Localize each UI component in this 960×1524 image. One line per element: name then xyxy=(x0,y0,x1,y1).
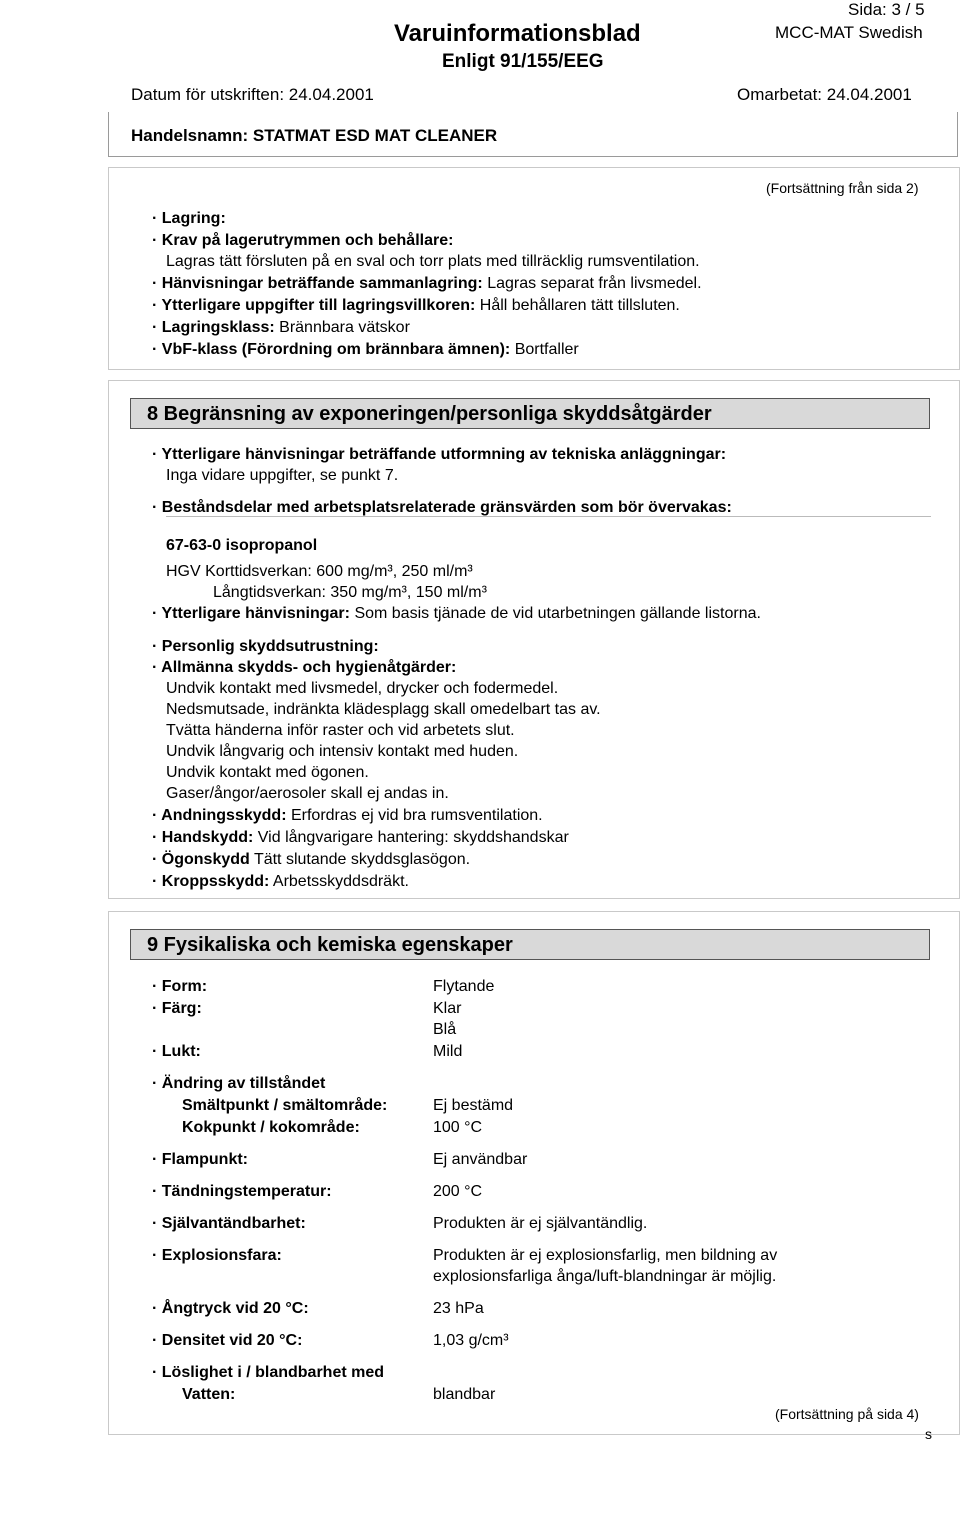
vbf-class-value: Bortfaller xyxy=(514,341,579,358)
document-subtitle: Enligt 91/155/EEG xyxy=(442,51,604,72)
ignition-temp-value: 200 °C xyxy=(433,1183,483,1200)
odor-label: · Lukt: xyxy=(152,1043,201,1060)
storage-requirements-text: Lagras tätt försluten på en sval och torr plats med tillräcklig rumsventilation. xyxy=(166,253,700,270)
storage-class-label: · Lagringsklass: xyxy=(152,319,275,336)
flash-point-value: Ej användbar xyxy=(433,1151,528,1168)
hygiene-line: Undvik kontakt med livsmedel, drycker och fodermedel. xyxy=(166,680,559,697)
density-value: 1,03 g/cm³ xyxy=(433,1332,509,1349)
co-storage-label: · Hänvisningar beträffande sammanlagring: xyxy=(152,275,483,292)
document-title: Varuinformationsblad xyxy=(394,20,641,47)
self-ignition-label: · Självantändbarhet: xyxy=(152,1215,306,1232)
explosion-value: explosionsfarliga ånga/luft-blandningar är möjlig. xyxy=(433,1268,777,1285)
melting-point-label: Smältpunkt / smältområde: xyxy=(182,1097,388,1114)
section-9-title: 9 Fysikaliska och kemiska egenskaper xyxy=(130,929,930,960)
header-divider-right xyxy=(957,112,958,156)
section-9-box xyxy=(108,911,960,1435)
print-date: Datum för utskriften: 24.04.2001 xyxy=(131,85,374,104)
hand-protection-row xyxy=(152,827,569,848)
exposure-limits-divider xyxy=(166,516,931,517)
flash-point-label: · Flampunkt: xyxy=(152,1151,248,1168)
eye-protection-label: · Ögonskydd xyxy=(152,851,250,868)
hygiene-line: Nedsmutsade, indränkta klädesplagg skall omedelbart tas av. xyxy=(166,701,601,718)
continued-from: (Fortsättning från sida 2) xyxy=(766,180,919,196)
additional-notes-label: · Ytterligare hänvisningar: xyxy=(152,605,350,622)
density-label: · Densitet vid 20 °C: xyxy=(152,1332,303,1349)
vapor-pressure-value: 23 hPa xyxy=(433,1300,484,1317)
co-storage-row xyxy=(152,273,702,294)
melting-point-value: Ej bestämd xyxy=(433,1097,514,1114)
section-8-title: 8 Begränsning av exponeringen/personliga skyddsåtgärder xyxy=(130,398,930,429)
product-code: MCC-MAT Swedish xyxy=(775,23,923,42)
storage-conditions-value: Håll behållaren tätt tillsluten. xyxy=(479,297,680,314)
body-protection-value: Arbetsskyddsdräkt. xyxy=(272,873,409,890)
continued-on: (Fortsättning på sida 4) xyxy=(775,1406,919,1422)
co-storage-value: Lagras separat från livsmedel. xyxy=(487,275,702,292)
respiratory-value: Erfordras ej vid bra rumsventilation. xyxy=(290,807,543,824)
vbf-class-row xyxy=(152,339,579,360)
hygiene-line: Gaser/ångor/aerosoler skall ej andas in. xyxy=(166,785,449,802)
hand-protection-label: · Handskydd: xyxy=(152,829,254,846)
state-change-heading: · Ändring av tillståndet xyxy=(152,1075,326,1092)
explosion-value: Produkten är ej explosionsfarlig, men bildning av xyxy=(433,1247,778,1264)
ignition-temp-label: · Tändningstemperatur: xyxy=(152,1183,332,1200)
hgv-short-term: HGV Korttidsverkan: 600 mg/m³, 250 ml/m³ xyxy=(166,563,473,580)
respiratory-label: · Andningsskydd: xyxy=(152,807,287,824)
color-value: Klar xyxy=(433,1000,462,1017)
storage-class-value: Brännbara vätskor xyxy=(279,319,410,336)
vapor-pressure-label: · Ångtryck vid 20 °C: xyxy=(152,1300,309,1317)
storage-requirements-label: · Krav på lagerutrymmen och behållare: xyxy=(152,232,454,249)
hygiene-line: Undvik kontakt med ögonen. xyxy=(166,764,369,781)
additional-notes-row xyxy=(152,603,761,624)
eye-protection-value: Tätt slutande skyddsglasögon. xyxy=(253,851,471,868)
explosion-label: · Explosionsfara: xyxy=(152,1247,282,1264)
solubility-heading: · Löslighet i / blandbarhet med xyxy=(152,1364,385,1381)
boiling-point-value: 100 °C xyxy=(433,1119,483,1136)
water-label: Vatten: xyxy=(182,1386,236,1403)
technical-facilities-text: Inga vidare uppgifter, se punkt 7. xyxy=(166,467,399,484)
eye-protection-row xyxy=(152,849,470,870)
body-protection-label: · Kroppsskydd: xyxy=(152,873,270,890)
hygiene-line: Undvik långvarig och intensiv kontakt med huden. xyxy=(166,743,519,760)
boiling-point-label: Kokpunkt / kokområde: xyxy=(182,1119,360,1136)
vbf-class-label: · VbF-klass (Förordning om brännbara ämnen): xyxy=(152,341,511,358)
self-ignition-value: Produkten är ej självantändlig. xyxy=(433,1215,648,1232)
storage-conditions-row xyxy=(152,295,680,316)
header-divider xyxy=(108,156,958,157)
technical-facilities-label: · Ytterligare hänvisningar beträffande utformning av tekniska anläggningar: xyxy=(152,446,727,463)
respiratory-row xyxy=(152,805,543,826)
footer-mark: s xyxy=(925,1426,932,1442)
storage-class-row xyxy=(152,317,410,338)
header-divider-left xyxy=(108,112,109,156)
odor-value: Mild xyxy=(433,1043,463,1060)
body-protection-row xyxy=(152,871,409,892)
additional-notes-value: Som basis tjänade de vid utarbetningen gällande listorna. xyxy=(354,605,761,622)
storage-heading: · Lagring: xyxy=(152,210,226,227)
color-value: Blå xyxy=(433,1021,457,1038)
water-value: blandbar xyxy=(433,1386,496,1403)
revised-date: Omarbetat: 24.04.2001 xyxy=(737,85,912,104)
substance-name: 67-63-0 isopropanol xyxy=(166,537,318,554)
hygiene-line: Tvätta händerna inför raster och vid arbetets slut. xyxy=(166,722,515,739)
form-label: · Form: xyxy=(152,978,208,995)
ppe-heading: · Personlig skyddsutrustning: xyxy=(152,638,379,655)
hand-protection-value: Vid långvarigare hantering: skyddshandskar xyxy=(257,829,569,846)
color-label: · Färg: xyxy=(152,1000,202,1017)
trade-name: Handelsnamn: STATMAT ESD MAT CLEANER xyxy=(131,126,498,145)
hygiene-heading: · Allmänna skydds- och hygienåtgärder: xyxy=(152,659,457,676)
page-number: Sida: 3 / 5 xyxy=(848,0,925,19)
storage-conditions-label: · Ytterligare uppgifter till lagringsvillkoren: xyxy=(152,297,476,314)
form-value: Flytande xyxy=(433,978,495,995)
exposure-limits-label: · Beståndsdelar med arbetsplatsrelaterade gränsvärden som bör övervakas: xyxy=(152,499,732,516)
hgv-long-term: Långtidsverkan: 350 mg/m³, 150 ml/m³ xyxy=(213,584,487,601)
